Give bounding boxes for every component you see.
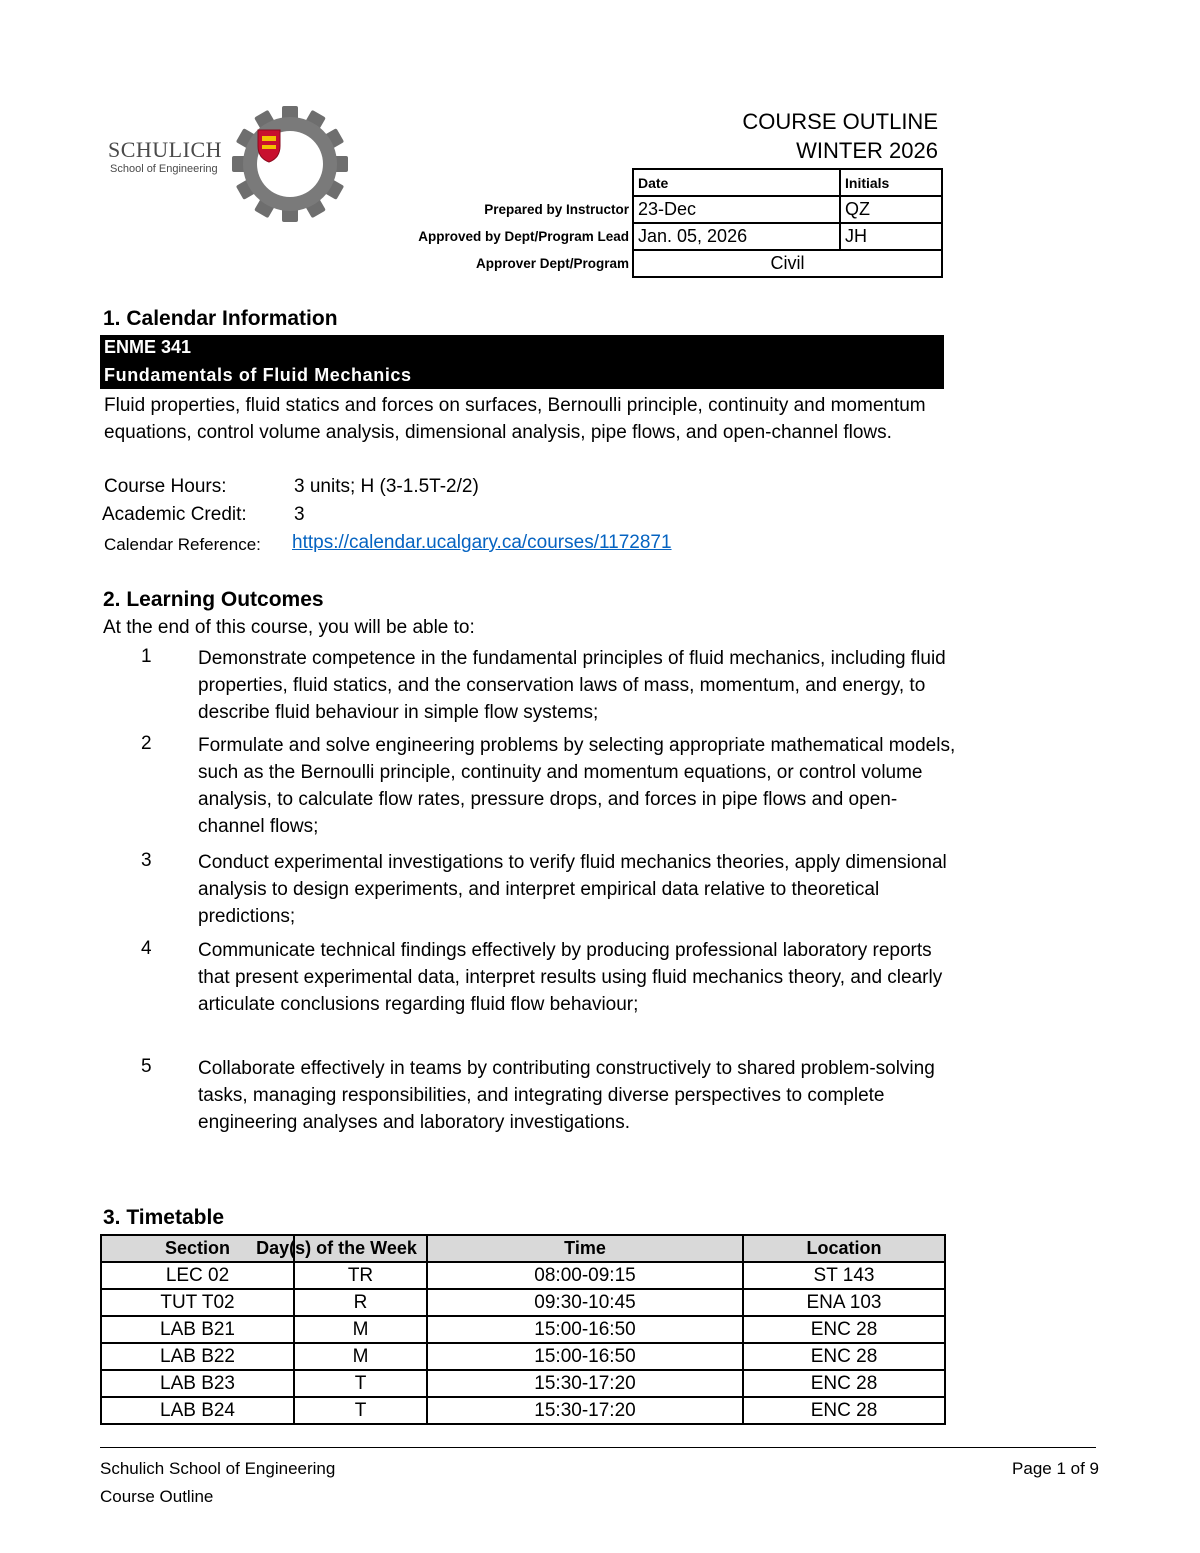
footer-divider	[100, 1447, 1096, 1448]
footer-doc: Course Outline	[100, 1487, 214, 1506]
section-cell: LAB B24	[101, 1397, 294, 1424]
outcome-number: 3	[141, 850, 152, 871]
column-header-days: Day(s) of the Week	[294, 1235, 427, 1262]
course-title-bar	[100, 335, 944, 389]
section-cell: LAB B23	[101, 1370, 294, 1397]
time-cell: 08:00-09:15	[427, 1262, 743, 1289]
days-cell: R	[294, 1289, 427, 1316]
approval-row-label: Prepared by Instructor	[484, 202, 629, 217]
approval-initials: QZ	[840, 196, 942, 223]
section-cell: LAB B22	[101, 1343, 294, 1370]
approval-row-label: Approved by Dept/Program Lead	[418, 229, 629, 244]
location-cell: ENC 28	[743, 1370, 945, 1397]
academic-credit-label: Academic Credit:	[102, 504, 247, 525]
table-row	[101, 1370, 945, 1397]
approver-value: Civil	[633, 250, 942, 277]
course-hours-value: 3 units; H (3-1.5T-2/2)	[294, 476, 479, 497]
days-cell: M	[294, 1316, 427, 1343]
outcome-number: 5	[141, 1056, 152, 1077]
approval-date: Jan. 05, 2026	[633, 223, 840, 250]
approval-table	[385, 168, 943, 278]
location-cell: ENC 28	[743, 1316, 945, 1343]
approval-date-header: Date	[633, 169, 840, 196]
logo-wordmark: SCHULICH	[108, 137, 223, 162]
document-title: COURSE OUTLINE	[742, 109, 938, 134]
location-cell: ENC 28	[743, 1397, 945, 1424]
course-code: ENME 341	[104, 337, 192, 357]
footer-school: Schulich School of Engineering	[100, 1459, 336, 1478]
table-row	[101, 1289, 945, 1316]
timetable-table	[100, 1234, 946, 1425]
section-cell: LAB B21	[101, 1316, 294, 1343]
outcomes-intro: At the end of this course, you will be able to:	[103, 617, 475, 638]
outcome-text: Formulate and solve engineering problems by selecting appropriate mathematical models, such as the Bernoulli principle, continuity and momentum equations, or control volume analysis, to calculate flow rates, pressure drops, and forces in pipe flows and open-channel flows;	[198, 735, 956, 837]
outcome-number: 1	[141, 646, 152, 667]
table-row	[101, 1262, 945, 1289]
table-row	[101, 1343, 945, 1370]
approval-initials-header: Initials	[840, 169, 942, 196]
academic-credit-value: 3	[294, 504, 305, 525]
time-cell: 15:00-16:50	[427, 1343, 743, 1370]
outcome-text: Conduct experimental investigations to verify fluid mechanics theories, apply dimensional analysis to design experiments, and interpret empirical data relative to theoretical predictions;	[198, 852, 947, 927]
section-cell: LEC 02	[101, 1262, 294, 1289]
section-heading-calendar: 1. Calendar Information	[103, 307, 338, 330]
outcome-text: Demonstrate competence in the fundamental principles of fluid mechanics, including fluid properties, fluid statics, and the conservation laws of mass, momentum, and energy, to describe fluid behaviour in simple flow systems;	[198, 648, 946, 723]
column-header-location: Location	[743, 1235, 945, 1262]
column-header-time: Time	[427, 1235, 743, 1262]
document-term: WINTER 2026	[796, 138, 938, 163]
timetable-header-row	[101, 1235, 945, 1262]
course-hours-label: Course Hours:	[104, 476, 227, 497]
section-cell: TUT T02	[101, 1289, 294, 1316]
section-heading-timetable: 3. Timetable	[103, 1206, 224, 1229]
days-cell: T	[294, 1370, 427, 1397]
page-number: Page 1 of 9	[1012, 1459, 1099, 1478]
time-cell: 15:30-17:20	[427, 1397, 743, 1424]
calendar-reference-label: Calendar Reference:	[104, 535, 261, 554]
logo-subname: School of Engineering	[110, 163, 218, 175]
table-row	[101, 1397, 945, 1424]
outcome-text: Communicate technical findings effectively by producing professional laboratory reports that present experimental data, interpret results using fluid mechanics theory, and clearly articulate conclusions regarding fluid flow behaviour;	[198, 940, 943, 1015]
days-cell: M	[294, 1343, 427, 1370]
days-cell: T	[294, 1397, 427, 1424]
approval-initials: JH	[840, 223, 942, 250]
outcome-number: 4	[141, 938, 152, 959]
location-cell: ENC 28	[743, 1343, 945, 1370]
column-header-section: Section	[101, 1235, 294, 1262]
table-row	[101, 1316, 945, 1343]
time-cell: 09:30-10:45	[427, 1289, 743, 1316]
course-name: Fundamentals of Fluid Mechanics	[104, 365, 412, 385]
calendar-reference-link[interactable]: https://calendar.ucalgary.ca/courses/1172871	[292, 532, 672, 553]
location-cell: ENA 103	[743, 1289, 945, 1316]
outcome-number: 2	[141, 733, 152, 754]
approver-label: Approver Dept/Program	[475, 256, 629, 271]
location-cell: ST 143	[743, 1262, 945, 1289]
approval-date: 23-Dec	[633, 196, 840, 223]
time-cell: 15:00-16:50	[427, 1316, 743, 1343]
section-heading-outcomes: 2. Learning Outcomes	[103, 588, 324, 611]
time-cell: 15:30-17:20	[427, 1370, 743, 1397]
course-description: Fluid properties, fluid statics and forces on surfaces, Bernoulli principle, continuity and momentum equations, control volume analysis, dimensional analysis, pipe flows, and open-channel flows.	[104, 395, 926, 443]
days-cell: TR	[294, 1262, 427, 1289]
outcome-text: Collaborate effectively in teams by contributing constructively to shared problem-solving tasks, managing responsibilities, and integrating diverse perspectives to complete engineering analyses and laboratory investigations.	[198, 1058, 935, 1133]
